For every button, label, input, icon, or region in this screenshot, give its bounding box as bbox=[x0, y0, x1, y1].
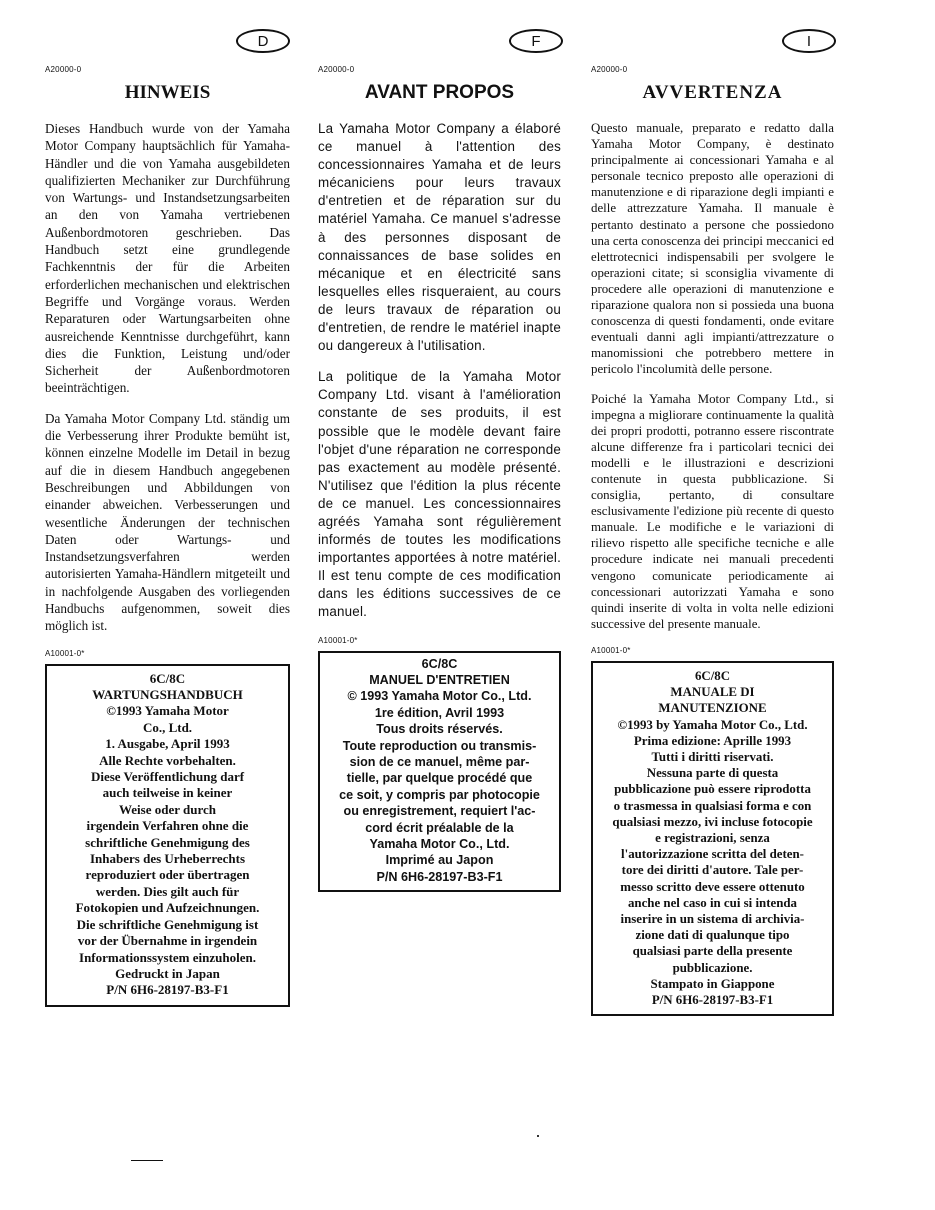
box-line: o trasmessa in qualsiasi forma e con bbox=[613, 798, 812, 813]
box-line: Weise oder durch bbox=[118, 801, 217, 817]
box-line: Tutti i diritti riservati. bbox=[651, 749, 774, 764]
box-line: Prima edizione: Aprille 1993 bbox=[633, 733, 792, 748]
box-line: Nessuna parte di questa bbox=[646, 766, 779, 781]
section-code: A20000-0 bbox=[318, 65, 355, 74]
box-line: werden. Dies gilt auch für bbox=[95, 883, 240, 899]
paragraph: La politique de la Yamaha Motor Company Ltd. visant à l'amélioration constante de ses produits, il est possible que le modèle devant faire l'objet d'une réparation ne corresponde pas exactement au modèle présenté. N'utilisez que l'édition la plus récente de ce manuel. Les concessionnaires agréés Yamaha sont régulièrement informés de toutes les modifications importantes apportées à notre matériel. Il est tenu compte de ces modification dans les éditions successives de ce manuel. bbox=[318, 369, 561, 620]
box-line: tielle, par quelque procédé que bbox=[346, 771, 533, 786]
box-line: vor der Übernahme in irgendein bbox=[77, 933, 258, 949]
box-line: reproduziert oder übertragen bbox=[85, 867, 250, 883]
copyright-box bbox=[591, 661, 834, 1016]
box-line: sion de ce manuel, même par- bbox=[349, 754, 530, 769]
box-line: ce soit, y compris par photocopie bbox=[339, 787, 540, 802]
box-line: Diese Veröffentlichung darf bbox=[90, 769, 245, 785]
box-line: qualsiasi parte della presente bbox=[632, 944, 793, 959]
box-line: MANUALE DI bbox=[670, 685, 755, 700]
box-line: WARTUNGSHANDBUCH bbox=[92, 687, 243, 703]
box-line: Alle Rechte vorbehalten. bbox=[99, 752, 236, 768]
box-line: ©1993 Yamaha Motor bbox=[106, 703, 229, 719]
paragraph: Poiché la Yamaha Motor Company Ltd., si impegna a migliorare continuamente la qualità dei propri prodotti, potranno essere riscontrate alcune differenze fra i particolari tecnici dei modelli e le illustrazioni e descrizioni contenute in questa pubblicazione. Si consiglia, pertanto, di consultare esclusivamente l'edizione più recente di questo manuale. Le modifiche e le variazioni di rilievo rispetto alle specifiche tecniche e alle procedure indicate nei manuali precedenti vengono comunicate periodicamente ai concessionari autorizzati Yamaha e sono quindi inserite di volta in volta nelle edizioni successive del presente manuale. bbox=[591, 391, 834, 631]
box-line: auch teilweise in keiner bbox=[102, 785, 233, 801]
section-code: A20000-0 bbox=[45, 65, 82, 74]
box-line: zione dati di qualunque tipo bbox=[635, 928, 790, 943]
section-code: A20000-0 bbox=[591, 65, 628, 74]
box-code: A10001-0* bbox=[45, 648, 85, 658]
box-line: 6C/8C bbox=[421, 656, 458, 671]
box-line: Co., Ltd. bbox=[142, 719, 193, 735]
box-line: anche nel caso in cui si intenda bbox=[627, 895, 798, 910]
box-line: 6C/8C bbox=[149, 670, 186, 686]
box-line: pubblicazione può essere riprodotta bbox=[614, 782, 811, 797]
box-line: P/N 6H6-28197-B3-F1 bbox=[651, 992, 774, 1007]
section-heading: HINWEIS bbox=[124, 82, 211, 103]
box-line: MANUEL D'ENTRETIEN bbox=[369, 672, 510, 687]
box-code: A10001-0* bbox=[318, 635, 358, 645]
box-line: Informationssystem einzuholen. bbox=[79, 949, 256, 965]
box-line: tore dei diritti d'autore. Tale per- bbox=[621, 863, 804, 878]
scan-speck bbox=[537, 1135, 539, 1137]
box-line: P/N 6H6-28197-B3-F1 bbox=[106, 982, 229, 998]
language-tab-it bbox=[782, 29, 836, 53]
box-line: Tous droits réservés. bbox=[376, 722, 503, 737]
box-line: Stampato in Giappone bbox=[650, 976, 775, 991]
box-line: Inhabers des Urheberrechts bbox=[89, 851, 246, 867]
box-line: 6C/8C bbox=[694, 668, 731, 683]
box-line: messo scritto deve essere ottenuto bbox=[620, 879, 805, 894]
language-tab-label: F bbox=[531, 32, 541, 50]
copyright-box bbox=[45, 664, 290, 1007]
paragraph: Dieses Handbuch wurde von der Yamaha Motor Company hauptsächlich für Yamaha-Händler und die von Yamaha ausgebildeten qualifizierten Mechaniker zur Durchführung von Wartungs- und Instandsetzungsarbeiten an den von Yamaha vertriebenen Außenbordmotoren geschrieben. Das Handbuch setzt eine grundlegende Fachkenntnis der für die Arbeiten erforderlichen mechanischen und elektrischen Begriffe und Vorgänge voraus. Werden Reparaturen oder Wartungsarbeiten ohne ausreichende Kenntnisse durchgeführt, kann dies die Funktion, Leistung und/oder Sicherheit der Außenbordmotoren beeinträchtigen. bbox=[45, 121, 290, 396]
box-line: cord écrit préalable de la bbox=[365, 820, 514, 835]
box-line: irgendein Verfahren ohne die bbox=[86, 818, 249, 834]
section-heading: AVANT PROPOS bbox=[364, 82, 515, 103]
language-tab-label: I bbox=[806, 32, 812, 50]
box-line: e registrazioni, senza bbox=[655, 830, 770, 845]
copyright-box bbox=[318, 651, 561, 893]
box-line: P/N 6H6-28197-B3-F1 bbox=[376, 869, 503, 884]
box-line: inserire in un sistema di archivia- bbox=[620, 911, 805, 926]
section-heading: AVVERTENZA bbox=[642, 82, 783, 103]
box-line: l'autorizzazione scritta del deten- bbox=[621, 847, 804, 862]
box-line: Yamaha Motor Co., Ltd. bbox=[369, 837, 510, 851]
box-line: Gedruckt in Japan bbox=[115, 965, 220, 981]
box-line: ou enregistrement, requiert l'ac- bbox=[343, 804, 536, 819]
box-line: Fotokopien und Aufzeichnungen. bbox=[75, 900, 260, 916]
footer-rule bbox=[131, 1160, 163, 1161]
box-code: A10001-0* bbox=[591, 645, 631, 655]
box-line: © 1993 Yamaha Motor Co., Ltd. bbox=[347, 689, 532, 704]
language-tab-de bbox=[236, 29, 290, 53]
box-line: 1. Ausgabe, April 1993 bbox=[105, 736, 230, 752]
box-line: Die schriftliche Genehmigung ist bbox=[76, 916, 259, 932]
paragraph: La Yamaha Motor Company a élaboré ce manuel à l'attention des concessionnaires Yamaha et de leurs mécaniciens pour leurs travaux d'entretien et de réparation sur du matériel Yamaha. Ce manuel s'adresse à des personnes disposant de connaissances de base solides en mécanique et en électricité sans lesquelles elles risqueraient, au cours de leurs travaux de réparation ou d'entretien, de rendre le matériel inapte ou dangereux à l'utilisation. bbox=[318, 121, 561, 354]
paragraph: Da Yamaha Motor Company Ltd. ständig um die Verbesserung ihrer Produkte bemüht ist, können einzelne Modelle im Detail in bezug auf die in diesem Handbuch angegebenen Beschreibungen und Abbildungen von einander abweichen. Verbesserungen und wesentliche Änderungen der technischen Daten oder Wartungs- und Instandsetzungsverfahren werden autorisierten Yamaha-Händlern mitgeteilt und in nachfolgende Ausgaben des vorliegenden Handbuchs aufgenommen, soweit dies möglich ist. bbox=[45, 410, 290, 634]
box-line: Imprimé au Japon bbox=[385, 853, 494, 868]
paragraph: Questo manuale, preparato e redatto dalla Yamaha Motor Company, è destinato principalmente ai concessionari Yamaha e al personale tecnico preposto alle operazioni di manutenzione e di riparazione degli impianti e delle attrezzature Yamaha. Il manuale è pertanto destinato a persone che possiedono una certa conoscenza dei principi meccanici ed elettrotecnici indispensabili per svolgere le operazioni citate; si sconsiglia vivamente di procedere alle operazioni di manutenzione e riparazione qualora non si possieda una buona conoscenza di questi fondamenti, onde evitare eventuali danni agli impianti/attrezzature o manomissioni che potrebbero mettere in pericolo l'incolumità delle persone. bbox=[591, 121, 834, 377]
box-line: ©1993 by Yamaha Motor Co., Ltd. bbox=[617, 717, 808, 732]
box-line: MANUTENZIONE bbox=[658, 701, 767, 716]
german-column bbox=[45, 64, 290, 1007]
box-line: Toute reproduction ou transmis- bbox=[342, 738, 537, 753]
language-tab-label: D bbox=[257, 32, 269, 50]
box-line: schriftliche Genehmigung des bbox=[85, 834, 250, 850]
french-column bbox=[318, 64, 561, 892]
box-line: pubblicazione. bbox=[672, 960, 753, 975]
box-line: qualsiasi mezzo, ivi incluse fotocopie bbox=[612, 814, 813, 829]
box-line: 1re édition, Avril 1993 bbox=[374, 705, 505, 720]
italian-column bbox=[591, 64, 834, 1016]
language-tab-fr bbox=[509, 29, 563, 53]
